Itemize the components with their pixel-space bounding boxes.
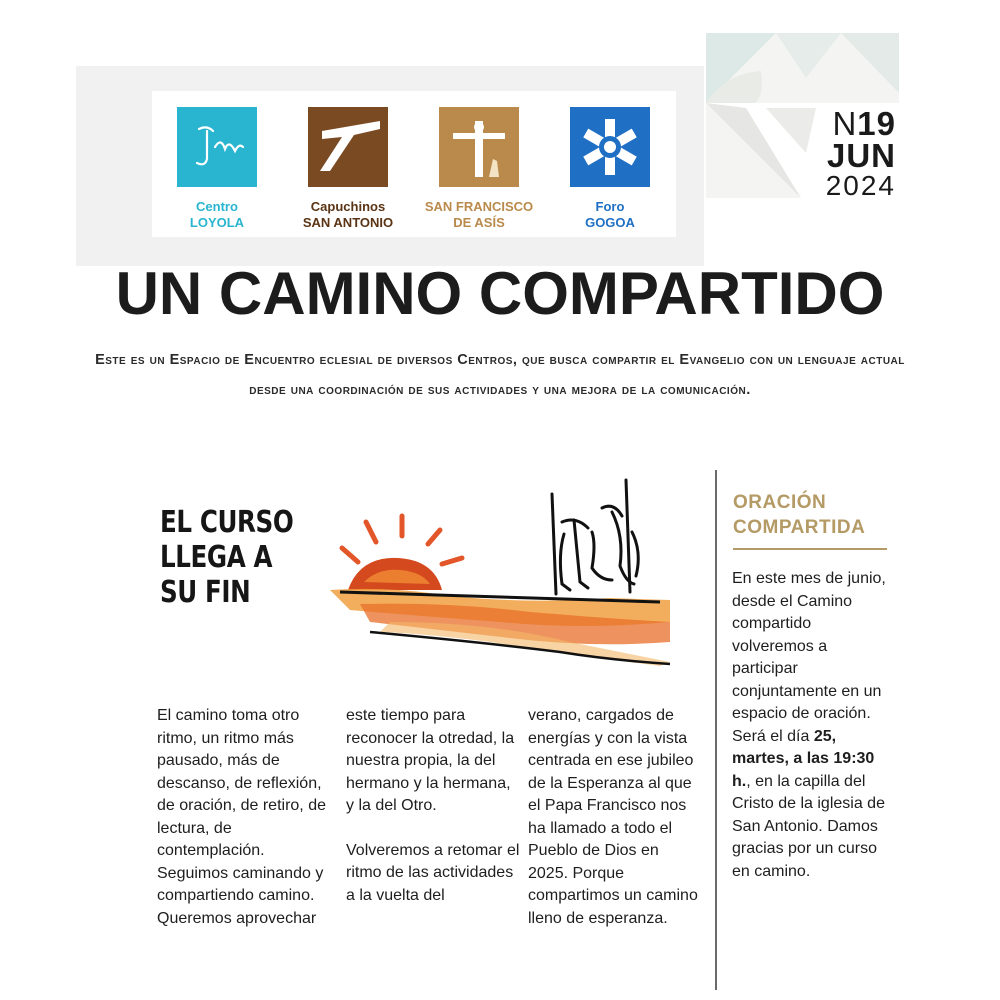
logo-strip (152, 91, 676, 237)
logo-line1: Capuchinos (310, 199, 386, 214)
crucifix-icon (439, 107, 519, 187)
intro-text: Este es un Espacio de Encuentro eclesial de diversos Centros, que busca compartir el Evangelio con un lenguaje actual desde una coordinación de sus actividades y una mejora de la comunicación. (95, 352, 905, 398)
body-paragraph: verano, cargados de energías y con la vista centrada en ese jubileo de la Esperanza al que el Papa Francisco nos ha llamado a todo el Pueblo de Dios en 2025. Porque compartimos un camino lleno de esperanza. (528, 707, 698, 927)
logo-line2: GOGOA (585, 215, 635, 230)
sidebar-title-underline (733, 548, 887, 550)
sidebar-title-line1: ORACIÓN (733, 492, 827, 513)
logo-line2: SAN ANTONIO (302, 215, 394, 230)
body-paragraph: Volveremos a retomar el ritmo de las actividades a la vuelta del (346, 841, 520, 904)
sidebar-text-part2: , en la capilla del Cristo de la iglesia de San Antonio. Damos gracias por un curso en camino. (732, 772, 885, 880)
capuchin-tau-icon (308, 107, 388, 187)
logo-san-francisco-de-asis (414, 107, 544, 231)
sidebar-title (733, 490, 865, 540)
sidebar-divider (715, 470, 717, 990)
issue-box (804, 105, 896, 201)
issue-month: JUN (826, 137, 896, 174)
sidebar-text-part1: En este mes de junio, desde el Camino compartido volveremos a participar conjuntamente en un espacio de oración. Será el día (732, 570, 886, 745)
sidebar-text (732, 568, 892, 883)
logo-line2: LOYOLA (189, 215, 245, 230)
issue-year: 2024 (825, 170, 896, 201)
page-title: UN CAMINO COMPARTIDO (115, 260, 885, 327)
snowflake-icon (570, 107, 650, 187)
logo-line2: DE ASÍS (453, 215, 505, 230)
body-paragraph: este tiempo para reconocer la otredad, la nuestra propia, la del hermano y la hermana, y la del Otro. (346, 707, 515, 814)
logo-centro-loyola (152, 107, 282, 231)
body-column-3 (528, 705, 703, 930)
logo-line1: SAN FRANCISCO (424, 199, 534, 214)
issue-prefix: N (832, 105, 858, 142)
body-paragraph: El camino toma otro ritmo, un ritmo más pausado, más de descanso, de reflexión, de oración, de retiro, de lectura, de contemplación. Seguimos caminando y compartiendo camino. Queremos aprovechar (157, 707, 326, 927)
logo-capuchinos-san-antonio (283, 107, 413, 231)
section-title: EL CURSO LLEGA A SU FIN (160, 505, 294, 610)
sidebar-title-line2: COMPARTIDA (733, 517, 866, 538)
issue-number: 19 (857, 105, 896, 142)
body-column-1 (157, 705, 332, 930)
body-column-2 (346, 705, 521, 907)
logo-foro-gogoa (545, 107, 675, 231)
sidebar-date-time: 25, martes, a las 19:30 h. (732, 727, 875, 790)
logo-line1: Foro (595, 199, 625, 214)
logo-line1: Centro (196, 199, 238, 214)
sunset-pilgrims-illustration (330, 472, 680, 672)
loyola-signature-icon (177, 107, 257, 187)
